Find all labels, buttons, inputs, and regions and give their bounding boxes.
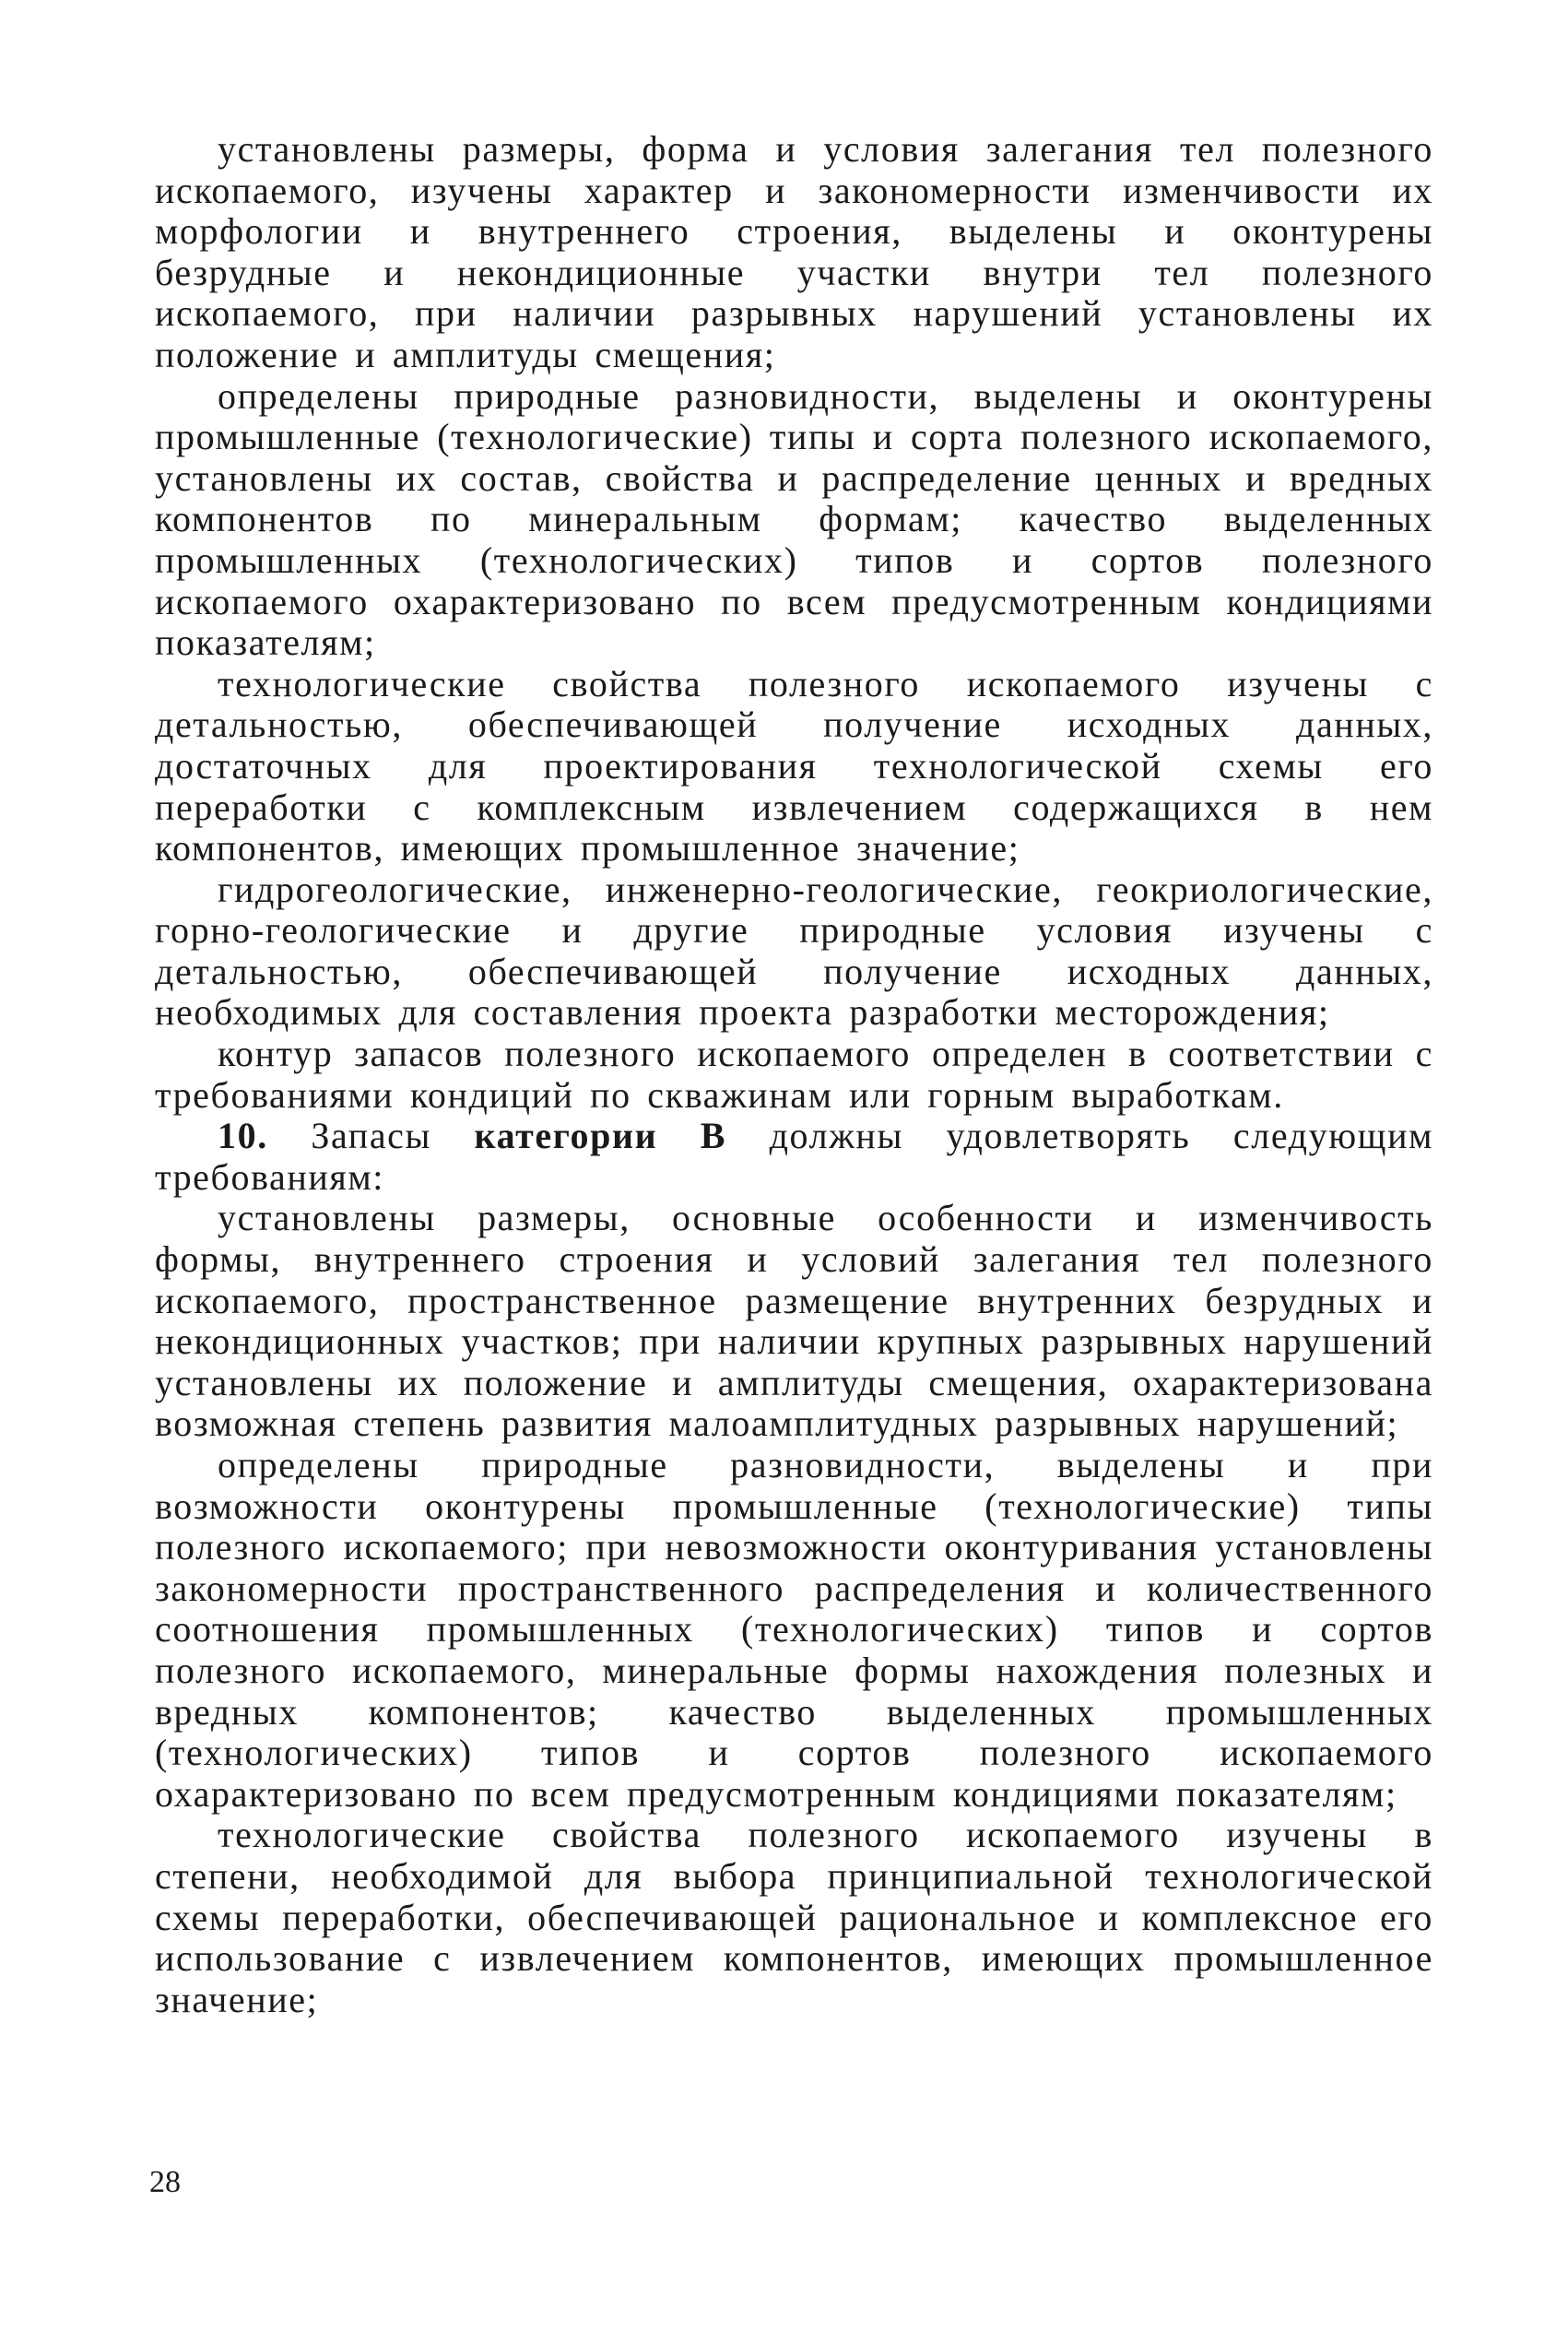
section-text-after: должны удовлетворять следующим требованиям: — [155, 1115, 1433, 1198]
section-10-heading — [155, 1116, 1433, 1198]
category-label: категории В — [474, 1115, 727, 1157]
paragraph: установлены размеры, форма и условия залегания тел полезного ископаемого, изучены характер и закономерности изменчивости их морфологии и внутреннего строения, выделены и оконтурены безрудные и некондиционные участки внутри тел полезного ископаемого, при наличии разрывных нарушений установлены их положение и амплитуды смещения; — [155, 128, 1433, 375]
paragraph: технологические свойства полезного ископаемого изучены с детальностью, обеспечивающей получение исходных данных, достаточных для проектирования технологической схемы его переработки с комплексным извлечением содержащихся в нем компонентов, имеющих промышленное значение; — [155, 662, 1433, 870]
page-body — [155, 129, 1433, 2020]
section-text-before: Запасы — [267, 1115, 475, 1157]
section-number: 10. — [218, 1115, 268, 1157]
paragraph: определены природные разновидности, выделены и при возможности оконтурены промышленные (технологические) типы полезного ископаемого; при невозможности оконтуривания установлены закономерности пространственного распределения и количественного соотношения промышленных (технологических) типов и сортов полезного ископаемого, минеральные формы нахождения полезных и вредных компонентов; качество выделенных промышленных (технологических) типов и сортов полезного ископаемого охарактеризовано по всем предусмотренным кондициями показателям; — [155, 1444, 1433, 1815]
paragraph: установлены размеры, основные особенности и изменчивость формы, внутреннего строения и условий залегания тел полезного ископаемого, пространственное размещение внутренних безрудных и некондиционных участков; при наличии крупных разрывных нарушений установлены их положение и амплитуды смещения, охарактеризована возможная степень развития малоамплитудных разрывных нарушений; — [155, 1197, 1433, 1445]
paragraph: контур запасов полезного ископаемого определен в соответствии с требованиями кондиций по скважинам или горным выработкам. — [155, 1033, 1433, 1116]
page-number: 28 — [149, 2165, 181, 2199]
paragraph: определены природные разновидности, выделены и оконтурены промышленные (технологические) типы и сорта полезного ископаемого, установлены их состав, свойства и распределение ценных и вредных компонентов по минеральным формам; качество выделенных промышленных (технологических) типов и сортов полезного ископаемого охарактеризовано по всем предусмотренным кондициями показателям; — [155, 374, 1433, 664]
paragraph: гидрогеологические, инженерно-геологические, геокриологические, горно-геологические и другие природные условия изучены с детальностью, обеспечивающей получение исходных данных, необходимых для составления проекта разработки месторождения; — [155, 868, 1433, 1034]
paragraph: технологические свойства полезного ископаемого изучены в степени, необходимой для выбора принципиальной технологической схемы переработки, обеспечивающей рациональное и комплексное его использование с извлечением компонентов, имеющих промышленное значение; — [155, 1814, 1433, 2020]
